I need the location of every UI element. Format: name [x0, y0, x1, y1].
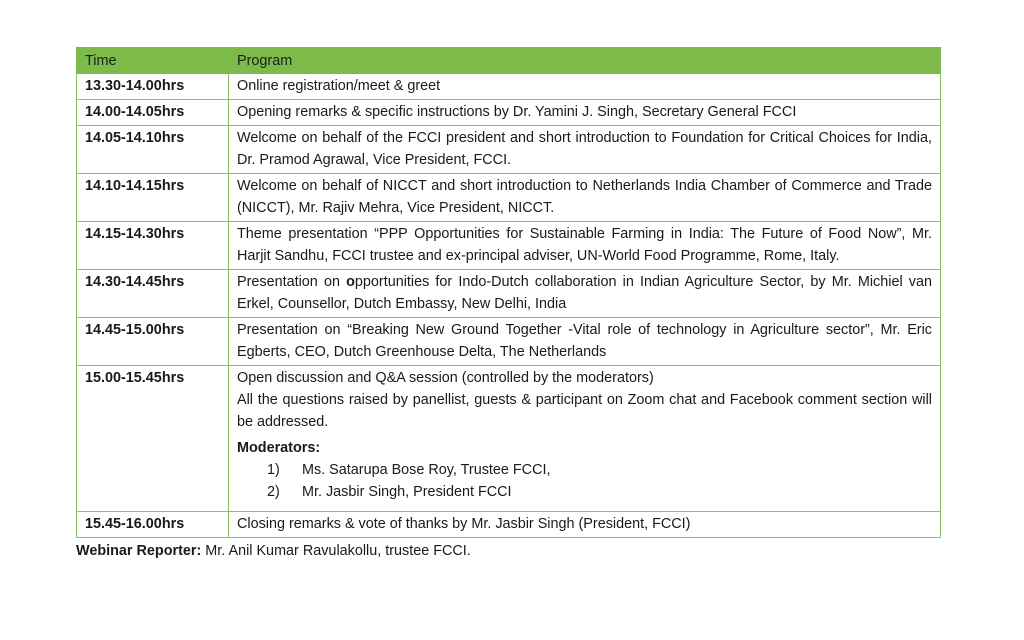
moderator-name: Ms. Satarupa Bose Roy, Trustee FCCI,	[302, 462, 551, 478]
time-cell: 14.00-14.05hrs	[77, 100, 229, 126]
table-row	[77, 74, 941, 100]
time-cell: 14.05-14.10hrs	[77, 126, 229, 174]
time-cell: 14.10-14.15hrs	[77, 174, 229, 222]
time-cell: 14.45-15.00hrs	[77, 318, 229, 366]
table-header-row	[77, 48, 941, 74]
list-number: 1)	[267, 462, 280, 478]
table-row	[77, 366, 941, 512]
moderators-list	[237, 459, 932, 503]
reporter-label: Webinar Reporter:	[76, 543, 202, 559]
table-row	[77, 174, 941, 222]
program-cell: Online registration/meet & greet	[229, 74, 941, 100]
time-cell: 14.30-14.45hrs	[77, 270, 229, 318]
time-cell: 13.30-14.00hrs	[77, 74, 229, 100]
reporter-name: Mr. Anil Kumar Ravulakollu, trustee FCCI.	[201, 543, 471, 559]
program-cell: Welcome on behalf of the FCCI president and short introduction to Foundation for Critical Choices for India, Dr. Pramod Agrawal, Vice President, FCCI.	[229, 126, 941, 174]
header-time: Time	[77, 48, 229, 74]
program-text-bold: o	[346, 274, 355, 290]
program-cell: Presentation on “Breaking New Ground Together -Vital role of technology in Agriculture sector”, Mr. Eric Egberts, CEO, Dutch Greenhouse Delta, The Netherlands	[229, 318, 941, 366]
time-cell: 14.15-14.30hrs	[77, 222, 229, 270]
questions-note: All the questions raised by panellist, guests & participant on Zoom chat and Facebook comment section will be addressed.	[237, 392, 932, 430]
discussion-line: Open discussion and Q&A session (controlled by the moderators)	[237, 370, 654, 386]
table-row	[77, 222, 941, 270]
table-row	[77, 100, 941, 126]
program-text-prefix: Presentation on	[237, 274, 347, 290]
table-row	[77, 512, 941, 538]
program-cell	[229, 366, 941, 512]
time-cell: 15.45-16.00hrs	[77, 512, 229, 538]
table-row	[77, 270, 941, 318]
webinar-reporter-line	[76, 541, 940, 561]
moderator-name: Mr. Jasbir Singh, President FCCI	[302, 484, 512, 500]
list-item	[237, 481, 932, 503]
program-cell: Theme presentation “PPP Opportunities for Sustainable Farming in India: The Future of Food Now”, Mr. Harjit Sandhu, FCCI trustee and ex-principal adviser, UN-World Food Programme, Rome, Italy.	[229, 222, 941, 270]
table-row	[77, 318, 941, 366]
program-text-rest: pportunities for Indo-Dutch collaboration in Indian Agriculture Sector, by Mr. Michiel van Erkel, Counsellor, Dutch Embassy, New Delhi, India	[237, 274, 932, 312]
list-number: 2)	[267, 484, 280, 500]
program-cell	[229, 270, 941, 318]
header-program: Program	[229, 48, 941, 74]
moderators-title: Moderators:	[237, 440, 321, 456]
program-cell: Opening remarks & specific instructions by Dr. Yamini J. Singh, Secretary General FCCI	[229, 100, 941, 126]
time-cell: 15.00-15.45hrs	[77, 366, 229, 512]
table-row	[77, 126, 941, 174]
list-item	[237, 459, 932, 481]
schedule-document	[76, 47, 940, 561]
program-cell: Closing remarks & vote of thanks by Mr. Jasbir Singh (President, FCCI)	[229, 512, 941, 538]
program-cell: Welcome on behalf of NICCT and short introduction to Netherlands India Chamber of Commerce and Trade (NICCT), Mr. Rajiv Mehra, Vice President, NICCT.	[229, 174, 941, 222]
program-schedule-table	[76, 47, 941, 538]
